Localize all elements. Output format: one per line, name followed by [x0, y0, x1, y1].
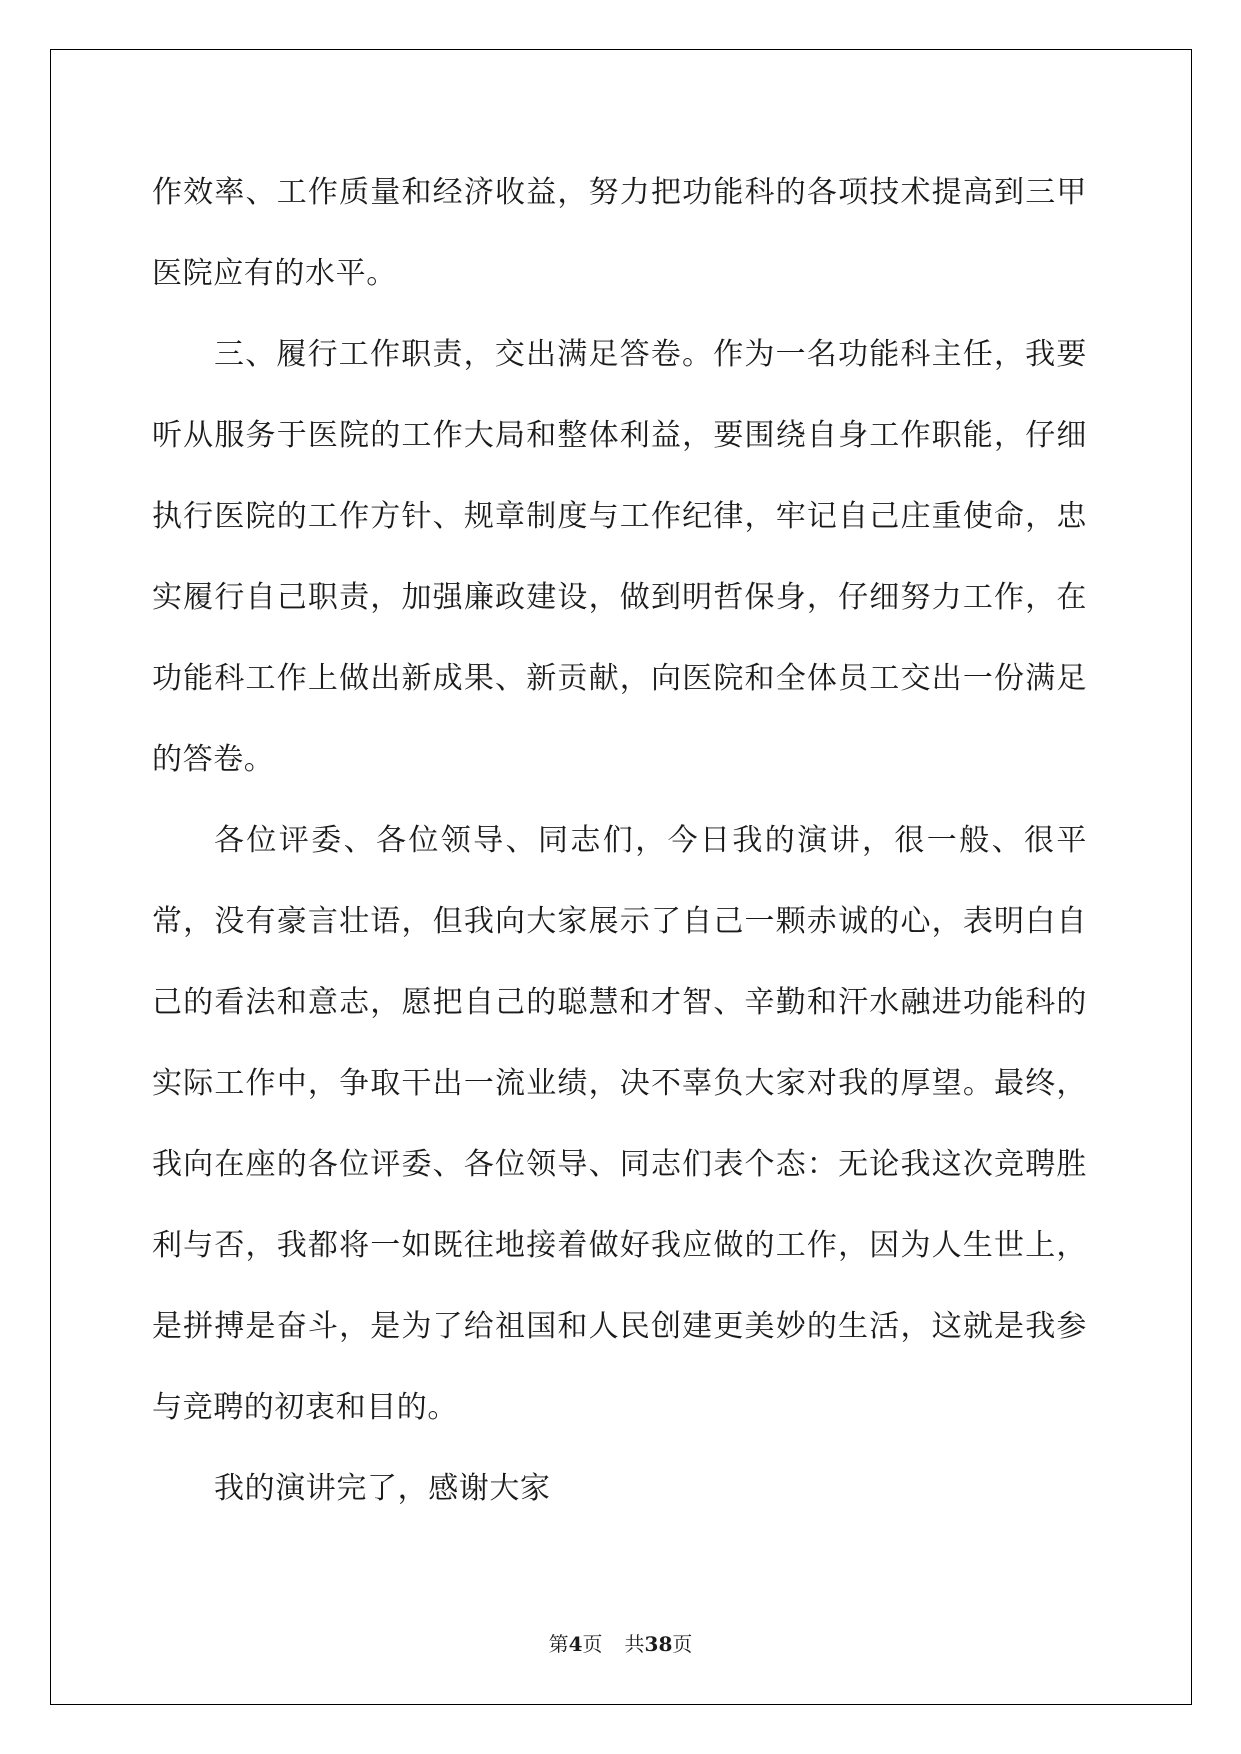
total-label-suffix: 页 — [672, 1632, 693, 1656]
document-body — [152, 152, 1087, 1529]
page-number: 4 — [568, 1632, 583, 1656]
total-label-prefix: 共 — [624, 1632, 645, 1656]
paragraph-continuation: 作效率、工作质量和经济收益，努力把功能科的各项技术提高到三甲医院应有的水平。 — [152, 175, 1087, 291]
page-footer — [0, 1628, 1241, 1657]
paragraph-thanks: 我的演讲完了，感谢大家 — [214, 1471, 551, 1506]
page-label-suffix: 页 — [582, 1632, 603, 1656]
paragraph-duties: 三、履行工作职责，交出满足答卷。作为一名功能科主任，我要听从服务于医院的工作大局和整体利益，要围绕自身工作职能，仔细执行医院的工作方针、规章制度与工作纪律，牢记自己庄重使命，忠实履行自己职责，加强廉政建设，做到明哲保身，仔细努力工作，在功能科工作上做出新成果、新贡献，向医院和全体员工交出一份满足的答卷。 — [152, 337, 1087, 777]
paragraph-closing-statement: 各位评委、各位领导、同志们，今日我的演讲，很一般、很平常，没有豪言壮语，但我向大家展示了自己一颗赤诚的心，表明白自己的看法和意志，愿把自己的聪慧和才智、辛勤和汗水融进功能科的实际工作中，争取干出一流业绩，决不辜负大家对我的厚望。最终，我向在座的各位评委、各位领导、同志们表个态：无论我这次竞聘胜利与否，我都将一如既往地接着做好我应做的工作，因为人生世上，是拼搏是奋斗，是为了给祖国和人民创建更美妙的生活，这就是我参与竞聘的初衷和目的。 — [152, 823, 1087, 1425]
total-pages: 38 — [644, 1632, 673, 1656]
page-label-prefix: 第 — [548, 1632, 569, 1656]
